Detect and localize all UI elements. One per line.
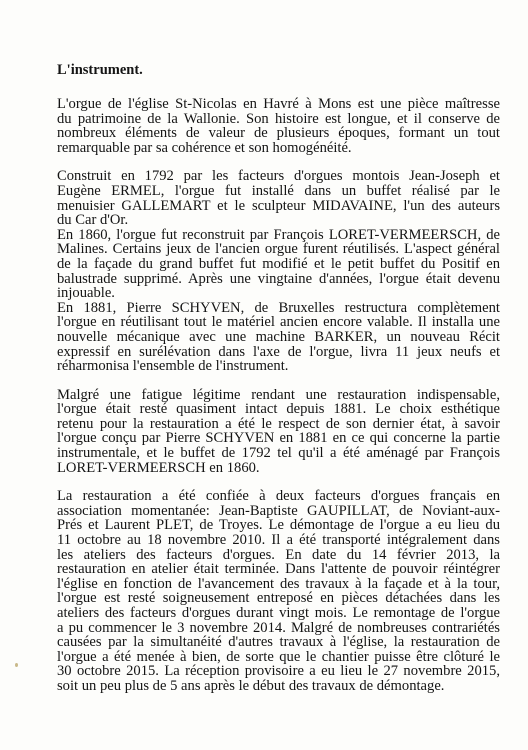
text-line: l'orgue conçu par Pierre SCHYVEN en 1881 en ce qui concerne la partie [57,430,500,447]
text-line: ateliers des facteurs d'orgues durant vingt mois. Le remontage de l'orgue [57,605,500,621]
paragraph [57,169,500,373]
text-line: l'église en fonction de l'avancement des travaux à la façade et à la tour, [57,575,500,592]
text-line: restauration en atelier était terminée. Dans l'attente de pouvoir réintégrer [57,561,500,578]
text-line: Construit en 1792 par les facteurs d'orgues montois Jean-Joseph et [57,168,500,185]
text-line: a pu commencer le 3 novembre 2014. Malgré de nombreuses contrariétés [57,619,500,636]
paragraph-gap [57,374,500,388]
text-line: Malines. Certains jeux de l'ancien orgue furent réutilisés. L'aspect général [57,241,500,258]
text-line: 30 octobre 2015. La réception provisoire a eu lieu le 27 novembre 2015, [57,663,500,680]
paragraph [57,388,500,476]
text-line: nouvelle mécanique avec une machine BARKER, un nouveau Récit [57,328,500,345]
text-line: 11 octobre au 18 novembre 2010. Il a été transporté intégralement dans [57,532,500,549]
text-line: nombreux éléments de valeur de plusieurs époques, formant un tout [57,125,500,142]
paragraph-gap [57,475,500,489]
paragraph [57,97,500,155]
text-line: Malgré une fatigue légitime rendant une restauration indispensable, [57,386,500,403]
text-line: les ateliers des facteurs d'orgues. En date du 14 février 2013, la [57,546,500,563]
text-line: retenu pour la restauration a été le respect de son dernier état, à savoir [57,415,500,432]
paragraph-gap [57,155,500,169]
text-line: du Car d'Or. [57,212,129,229]
paper-mark [15,663,18,667]
text-line: de la façade du grand buffet fut modifié et le petit buffet du Positif en [57,255,500,272]
text-line: l'orgue était resté quasiment intact depuis 1881. Le choix esthétique [57,401,500,418]
section-heading: L'instrument. [57,62,143,78]
text-line: En 1881, Pierre SCHYVEN, de Bruxelles restructura complètement [57,299,500,316]
text-line: réharmonisa l'ensemble de l'instrument. [57,358,289,375]
text-line: l'orgue a été menée à bien, de sorte que le chantier puisse être clôturé le [57,648,500,665]
text-line: du patrimoine de la Wallonie. Son histoire est longue, et il conserve de [57,110,500,127]
text-line: menuisier GALLEMART et le sculpteur MIDAVAINE, l'un des auteurs [57,197,500,214]
text-line: Prés et Laurent PLET, de Troyes. Le démontage de l'orgue a eu lieu du [57,517,500,534]
text-line: l'orgue en réutilisant tout le matériel ancien encore valable. Il installa une [57,314,500,331]
text-line: remarquable par sa cohérence et son homogénéité. [57,139,352,156]
text-line: La restauration a été confiée à deux facteurs d'orgues français en [57,488,500,505]
text-line: Eugène ERMEL, l'orgue fut installé dans un buffet réalisé par le [57,182,500,199]
text-line: balustrade supprimé. Après une vingtaine d'années, l'orgue était devenu [57,270,500,287]
text-line: instrumentale, et le buffet de 1792 tel qu'il a été aménagé par François [57,445,500,462]
paragraph [57,489,500,693]
text-line: LORET-VERMEERSCH en 1860. [57,459,260,476]
text-line: causées par la simultanéité d'autres travaux à l'église, la restauration de [57,634,500,651]
text-line: soit un peu plus de 5 ans après le début des travaux de démontage. [57,677,445,694]
text-line: l'orgue est resté soigneusement entreposé en pièces détachées dans les [57,590,500,607]
text-line: L'orgue de l'église St-Nicolas en Havré à Mons est une pièce maîtresse [57,96,500,112]
document-body [57,97,500,694]
text-line: association momentanée: Jean-Baptiste GAUPILLAT, de Noviant-aux- [57,502,500,519]
text-line: expressif en surélévation dans l'axe de l'orgue, livra 11 jeux neufs et [57,343,500,360]
text-line: injouable. [57,285,115,302]
text-line: En 1860, l'orgue fut reconstruit par François LORET-VERMEERSCH, de [57,226,500,243]
